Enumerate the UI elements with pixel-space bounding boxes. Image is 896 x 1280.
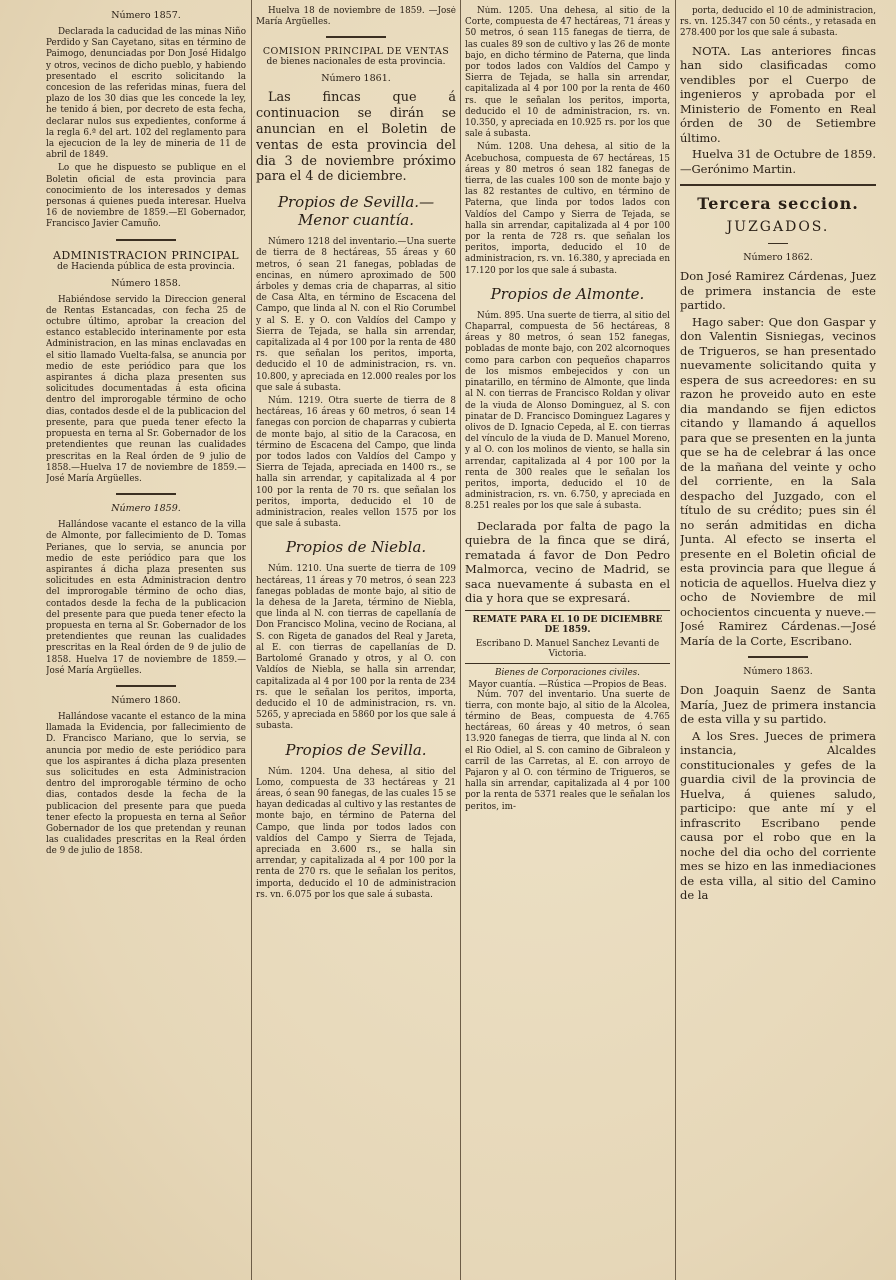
separator <box>116 685 176 687</box>
property-listing: Núm. 1205. Una dehesa, al sitio de la Corte, compuesta de 47 hectáreas, 71 áreas y 50 metros, ó sean 115 fanegas de tierra, de las cuales 89 son de cultivo y las 26 de monte bajo, en dicho término de Paterna, que linda por todos lados con Valdíos del Campo y Sierra de Tejada, se halla sin arrendar, capitalizada al 4 por 100 por la renta de 460 rs. que le señalan los peritos, importa, deducido el 10 de administracion, rs. vn. 10.350, y apreciada en 10.925 rs. por los que sale á subasta. <box>465 6 670 140</box>
column-3 <box>465 6 670 1274</box>
notice-number: Número 1861. <box>321 73 391 85</box>
separator <box>465 663 670 664</box>
property-listing: Núm. 1219. Otra suerte de tierra de 8 hectáreas, 16 áreas y 60 metros, ó sean 14 fanegas con porcion de chaparras y cubierta de monte bajo, al sitio de la Caracosa, en término de Escacena del Campo, que linda por todos lados con Valdíos del Campo y Sierra de Tejada, apreciada en 1400 rs., se halla sin arrendar, y capitalizada al 4 por 100 por la renta de 70 rs. que señalan los peritos, importa, deducido el 10 de administracion, reales vellon 1575 por los que sale á subasta. <box>256 396 456 530</box>
notice-number: Número 1859. <box>111 503 181 515</box>
column-rule <box>460 0 461 1280</box>
clerk-name: Escribano D. Manuel Sanchez Levanti de Victoria. <box>475 638 660 659</box>
separator <box>116 239 176 241</box>
notice-body: Lo que he dispuesto se publique en el Boletin oficial de esta provincia para conocimiento de los interesados y demas personas á quienes pueda interesar. Huelva 16 de noviembre de 1859.—El Gobernador, Francisco Javier Camuño. <box>46 163 246 230</box>
property-listing: Núm. 895. Una suerte de tierra, al sitio del Chaparral, compuesta de 56 hectáreas, 8 áreas y 80 metros, ó sean 152 fanegas, pobladas de monte bajo, con 202 alcornoques como para carbon con pequeños chaparros de los mismos embejecidos y con un pinatarillo, en término de Almonte, que linda al N. con tierras de Francisco Roldan y olivar de la viuda de Alonso Dominguez, al S. con pinatar de D. Francisco Dominguez Lagares y olivos de D. Ignacio Cepeda, al E. con tierras del vínculo de la viuda de D. Manuel Moreno, y al O. con los molinos de viento, se halla sin arrendar, capitalizada al 4 por 100 por la renta de 300 reales que le señalan los peritos, importa, deducido el 10 de administracion, rs. vn. 6.750, y apreciada en 8.251 reales por los que sale á subasta. <box>465 310 670 512</box>
notice-body: Hago saber: Que don Gaspar y don Valentin Sisniegas, vecinos de Trigueros, se han presentado nuevamente solicitando quita y espera de sus acreedores: en su razon he proveido auto en este dia mandando se fijen edictos citando y llamando á aquellos para que se presenten en la junta que se ha de celebrar á las once de la mañana del veinte y ocho del corriente, en la Sala despacho del Juzgado, con el título de su crédito; pues sin él no serán admitidas en dicha Junta. Al efecto se inserta el presente en el Boletin oficial de esta provincia para que llegue á noticia de aquellos. Huelva diez y ocho de Noviembre de mil ochocientos cincuenta y nueve.—José Ramirez Cárdenas.—José María de la Corte, Escribano. <box>680 314 876 648</box>
announcement: Las fincas que á continuacion se dirán se anuncian en el Boletin de ventas de esta provincia del dia 3 de noviembre próximo para el 4 de diciembre. <box>256 90 456 185</box>
notice-number: Número 1863. <box>743 666 813 678</box>
notice-body: Hallándose vacante el estanco de la mina llamada la Evidencia, por fallecimiento de D. Francisco Mariano, que lo servia, se anuncia por medio de este periódico para que los aspirantes á dicha plaza presenten sus solicitudes en esta Administracion dentro del improrogable término de ocho dias, contados desde la fecha de la publicacion del presente para que pueda tener efecto la propuesta en terna al Señor Gobernador de los que pretendan y reunan las cualidades prescritas en la Real órden de 9 de julio de 1858. <box>46 711 246 857</box>
section-subheading: de bienes nacionales de esta provincia. <box>266 57 446 68</box>
property-listing: porta, deducido el 10 de administracion, rs. vn. 125.347 con 50 cénts., y retasada en 278.400 por los que sale á subasta. <box>680 6 876 39</box>
column-rule <box>251 0 252 1280</box>
separator <box>680 184 876 186</box>
notice-heading: Don Joaquin Saenz de Santa María, Juez de primera instancia de esta villa y su partido. <box>680 683 876 727</box>
note: NOTA. Las anteriores fincas han sido clasificadas como vendibles por el Cuerpo de ingenieros y aprobada por el Ministerio de Fomento en Real órden de 30 de Setiembre último. <box>680 43 876 145</box>
separator <box>748 656 808 658</box>
section-heading: COMISION PRINCIPAL DE VENTAS <box>262 46 450 58</box>
column-rule <box>675 0 676 1280</box>
notice-number: Número 1860. <box>111 694 181 706</box>
notice-body: Declarada la caducidad de las minas Niño Perdido y San Cayetano, sitas en término de Paimogo, denunciadas por Don José Hidalgo y otros, vecinos de dicho pueblo, y habiendo presentado el escrito solicitando la concesion de las referidas minas, fuera del plazo de los 30 dias que les concede la ley, he tenido á bien, por decreto de esta fecha, declarar nulos sus expedientes, conforme á la regla 6.ª del art. 102 del reglamento para la ejecucion de la ley de mineria de 11 de abril de 1849. <box>46 27 246 161</box>
property-listing: Número 1218 del inventario.—Una suerte de tierra de 8 hectáreas, 55 áreas y 60 metros, ó sean 21 fanegas, pobladas de encinas, en número aproximado de 500 árboles y demas cria de chaparras, al sitio de Casa Alta, en término de Escacena del Campo, que linda al N. con el Rio Corumbel y al S. E. y O. con Valdíos del Campo y Sierra de Tejada, se halla sin arrendar, capitalizada al 4 por 100 por la renta de 480 rs. que señalan los peritos, importa, deducido el 10 de administracion, rs. vn. 10.800, y apreciada en 12.000 reales por los que sale á subasta. <box>256 237 456 393</box>
notice-body: Hallándose vacante el estanco de la villa de Almonte, por fallecimiento de D. Tomas Perianes, que lo servia, se anuncia por medio de este periódico para que los aspirantes á dicha plaza presenten sus solicitudes en esta Administracion dentro del improrogable término de ocho dias, contados desde la fecha de la publicacion del presente para que pueda tener efecto la propuesta en terna al Sr. Gobernador de los pretendientes que reunan las cualidades prescritas en la Real órden de 9 de julio de 1858. Huelva 17 de noviembre de 1859.—José María Argüelles. <box>46 520 246 676</box>
separator <box>465 610 670 611</box>
column-2 <box>256 6 456 1274</box>
property-listing: Núm. 707 del inventario. Una suerte de tierra, con monte bajo, al sitio de la Alcolea, término de Beas, compuesta de 4.765 hectáreas, 60 áreas y 40 metros, ó sean 13.920 fanegas de tierra, que linda al N. con el Rio Odiel, al S. con camino de Gibraleon y carril de las Carretas, al E. con arroyo de Pajaron y al O. con término de Trigueros, se halla sin arrendar, capitalizada al 4 por 100 por la renta de 5371 reales que le señalan los peritos, im- <box>465 689 670 812</box>
column-4 <box>680 6 876 1274</box>
subsection-title: Propios de Almonte. <box>490 284 645 303</box>
property-listing: Núm. 1204. Una dehesa, al sitio del Lomo, compuesta de 33 hectáreas y 21 áreas, ó sean 90 fanegas, de las cuales 15 se hayan dedicadas al cultivo y las restantes de monte bajo, en término de Paterna del Campo, que linda por todos lados con valdíos del Campo y Sierra de Tejada, apreciada en 3.600 rs., se halla sin arrendar, y capitalizada al 4 por 100 por la renta de 270 rs. que le señalan los peritos, importa, deducido el 10 de administracion rs. vn. 6.075 por los que sale á subasta. <box>256 766 456 900</box>
section-heading: ADMINISTRACION PRINCIPAL <box>53 248 239 262</box>
auction-date-heading: REMATE PARA EL 10 DE DICIEMBRE DE 1859. <box>472 614 663 635</box>
notice-number: Número 1858. <box>111 277 181 289</box>
property-listing: Núm. 1208. Una dehesa, al sitio de la Acebuchosa, compuesta de 67 hectáreas, 15 áreas y 80 metros ó sean 182 fanegas de tierra, de las cuales 100 son de monte bajo y las 82 restantes de cultivo, en término de Paterna, que linda por todos lados con Valdíos del Campo y Sierra de Tejada, se halla sin arrendar, capitalizada al 4 por 100 por la renta de 728 rs. que señalan los peritos, importa, deducido el 10 de administracion, rs. vn. 16.380, y apreciada en 17.120 por los que sale á subasta. <box>465 142 670 276</box>
notice-number: Número 1857. <box>111 10 181 21</box>
separator <box>326 36 386 38</box>
category-label: Mayor cuantía. —Rústica —Propios de Beas. <box>468 679 667 690</box>
separator <box>116 493 176 495</box>
signature: Huelva 31 de Octubre de 1859.—Gerónimo Martin. <box>680 147 876 176</box>
notice-body: A los Sres. Jueces de primera instancia, Alcaldes constitucionales y gefes de la guardia civil de la provincia de Huelva, á quienes saludo, participo: que ante mí y el infrascrito Escribano pende causa por el robo que en la noche del dia ocho del corriente mes se hizo en las inmediaciones de esta villa, al sitio del Camino de la <box>680 728 876 903</box>
signature: Huelva 18 de noviembre de 1859. —José María Argüelles. <box>256 6 456 28</box>
section-heading: JUZGADOS. <box>726 219 830 236</box>
announcement: Declarada por falta de pago la quiebra de la finca que se dirá, rematada á favor de Don Pedro Malmorca, vecino de Madrid, se saca nuevamente á subasta en el dia y hora que se expresará. <box>465 518 670 606</box>
notice-heading: Don José Ramirez Cárdenas, Juez de primera instancia de este partido. <box>680 269 876 313</box>
section-subheading: de Hacienda pública de esta provincia. <box>57 261 235 272</box>
section-title: Tercera seccion. <box>697 194 859 214</box>
category-label: Bienes de Corporaciones civiles. <box>495 667 640 678</box>
subsection-title: Propios de Sevilla.—Menor cuantía. <box>277 193 435 230</box>
notice-body: Habiéndose servido la Direccion general de Rentas Estancadas, con fecha 25 de octubre último, aprobar la creacion del estanco establecido interinamente por esta Administracion, en las minas enclavadas en el sitio llamado Vuelta-falsa, se anuncia por medio de este periódico para que los aspirantes á dicha plaza presenten sus solicitudes documentadas á esta oficina dentro del improrogable término de ocho dias, contados desde el de la publicacion del presente, para que pueda tener efecto la propuesta en terna al Sr. Gobernador de los pretendientes que reunan las cualidades prescritas en la Real órden de 9 julio de 1858.—Huelva 17 de noviembre de 1859.—José María Argüelles. <box>46 294 246 484</box>
notice-number: Número 1862. <box>743 252 813 264</box>
property-listing: Núm. 1210. Una suerte de tierra de 109 hectáreas, 11 áreas y 70 metros, ó sean 223 fanegas pobladas de monte bajo, al sitio de la dehesa de la Jareta, término de Niebla, que linda al N. con tierras de capellanía de Don Francisco Molina, vecino de Rociana, al S. con Rigeta de ganados del Real y Jareta, al E. con tierras de capellanías de D. Bartolomé Granado y otros, y al O. con Valdíos de Niebla, se halla sin arrendar, capitalizada al 4 por 100 por la renta de 234 rs. que le señalan los peritos, importa, deducido el 10 de administracion, rs. vn. 5265, y apreciada en 5860 por los que sale á subasta. <box>256 564 456 732</box>
subsection-title: Propios de Sevilla. <box>285 740 427 759</box>
subsection-title: Propios de Niebla. <box>285 538 427 557</box>
column-1 <box>46 6 246 1274</box>
separator <box>768 243 788 244</box>
